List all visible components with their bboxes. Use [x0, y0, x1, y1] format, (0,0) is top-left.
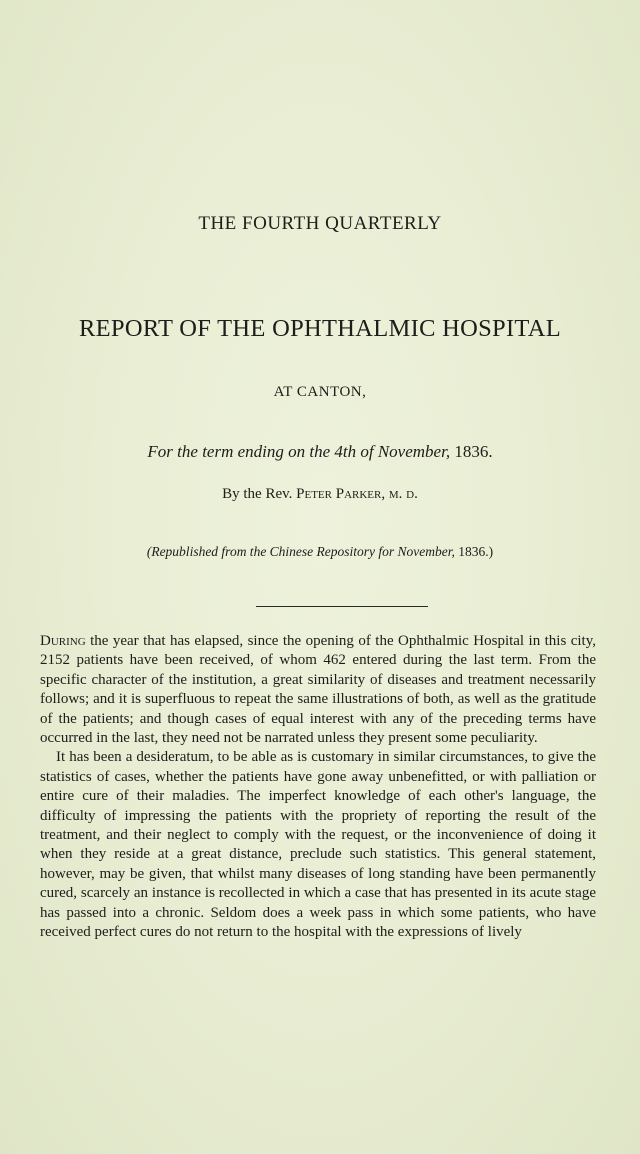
republished-prefix: (Republished from the Chinese Repository for November,	[146, 544, 455, 559]
title-line-2: REPORT OF THE OPHTHALMIC HOSPITAL	[79, 315, 561, 342]
term-prefix: For the term ending on the 4th of November,	[147, 442, 451, 461]
paragraph-2: It has been a desideratum, to be able as is customary in similar circumstances, to give the statistics of cases, whether the patients have gone away unbenefitted, or with palliation or entire cure of their maladies. The imperfect knowledge of each other's language, the difficulty of impressing the patients with the propriety of reporting the result of the treatment, and their neglect to comply with the request, or the inconvenience of doing it when they reside at a great distance, preclude such statistics. This general statement, however, may be given, that whilst many diseases of long standing have been permanently cured, scarcely an instance is recollected in which a case that has presented in its acute stage has passed into a chronic. Seldom does a week pass in which some patients, who have received perfect cures do not return to the hospital with the expressions of lively	[40, 749, 596, 941]
divider-rule	[256, 606, 428, 607]
title-line-1: THE FOURTH QUARTERLY	[198, 213, 442, 234]
author-prefix: By the Rev.	[222, 486, 293, 502]
term-year: 1836.	[454, 442, 493, 461]
term-line	[0, 442, 640, 462]
paragraph-1-first-word: During	[40, 633, 86, 649]
body-text	[40, 632, 596, 943]
republished-year: 1836.)	[458, 544, 494, 559]
title-line-3: AT CANTON,	[273, 384, 367, 400]
paragraph-1	[40, 632, 596, 748]
paragraph-1-text: the year that has elapsed, since the opening of the Ophthalmic Hospital in this city, 2152 patients have been received, of whom 462 entered during the last term. From the specific character of the institution, a great similarity of diseases and treatment necessarily follows; and it is superfluous to repeat the same illustrations of both, as well as the gratitude of the patients; and though cases of equal interest with any of the preceding terms have occurred in the last, they need not be narrated unless they present some peculiarity.	[40, 633, 596, 747]
author-name: Peter Parker,	[296, 486, 386, 502]
republished-note	[0, 544, 640, 560]
author-line	[0, 486, 640, 503]
author-suffix: m. d.	[388, 486, 418, 502]
